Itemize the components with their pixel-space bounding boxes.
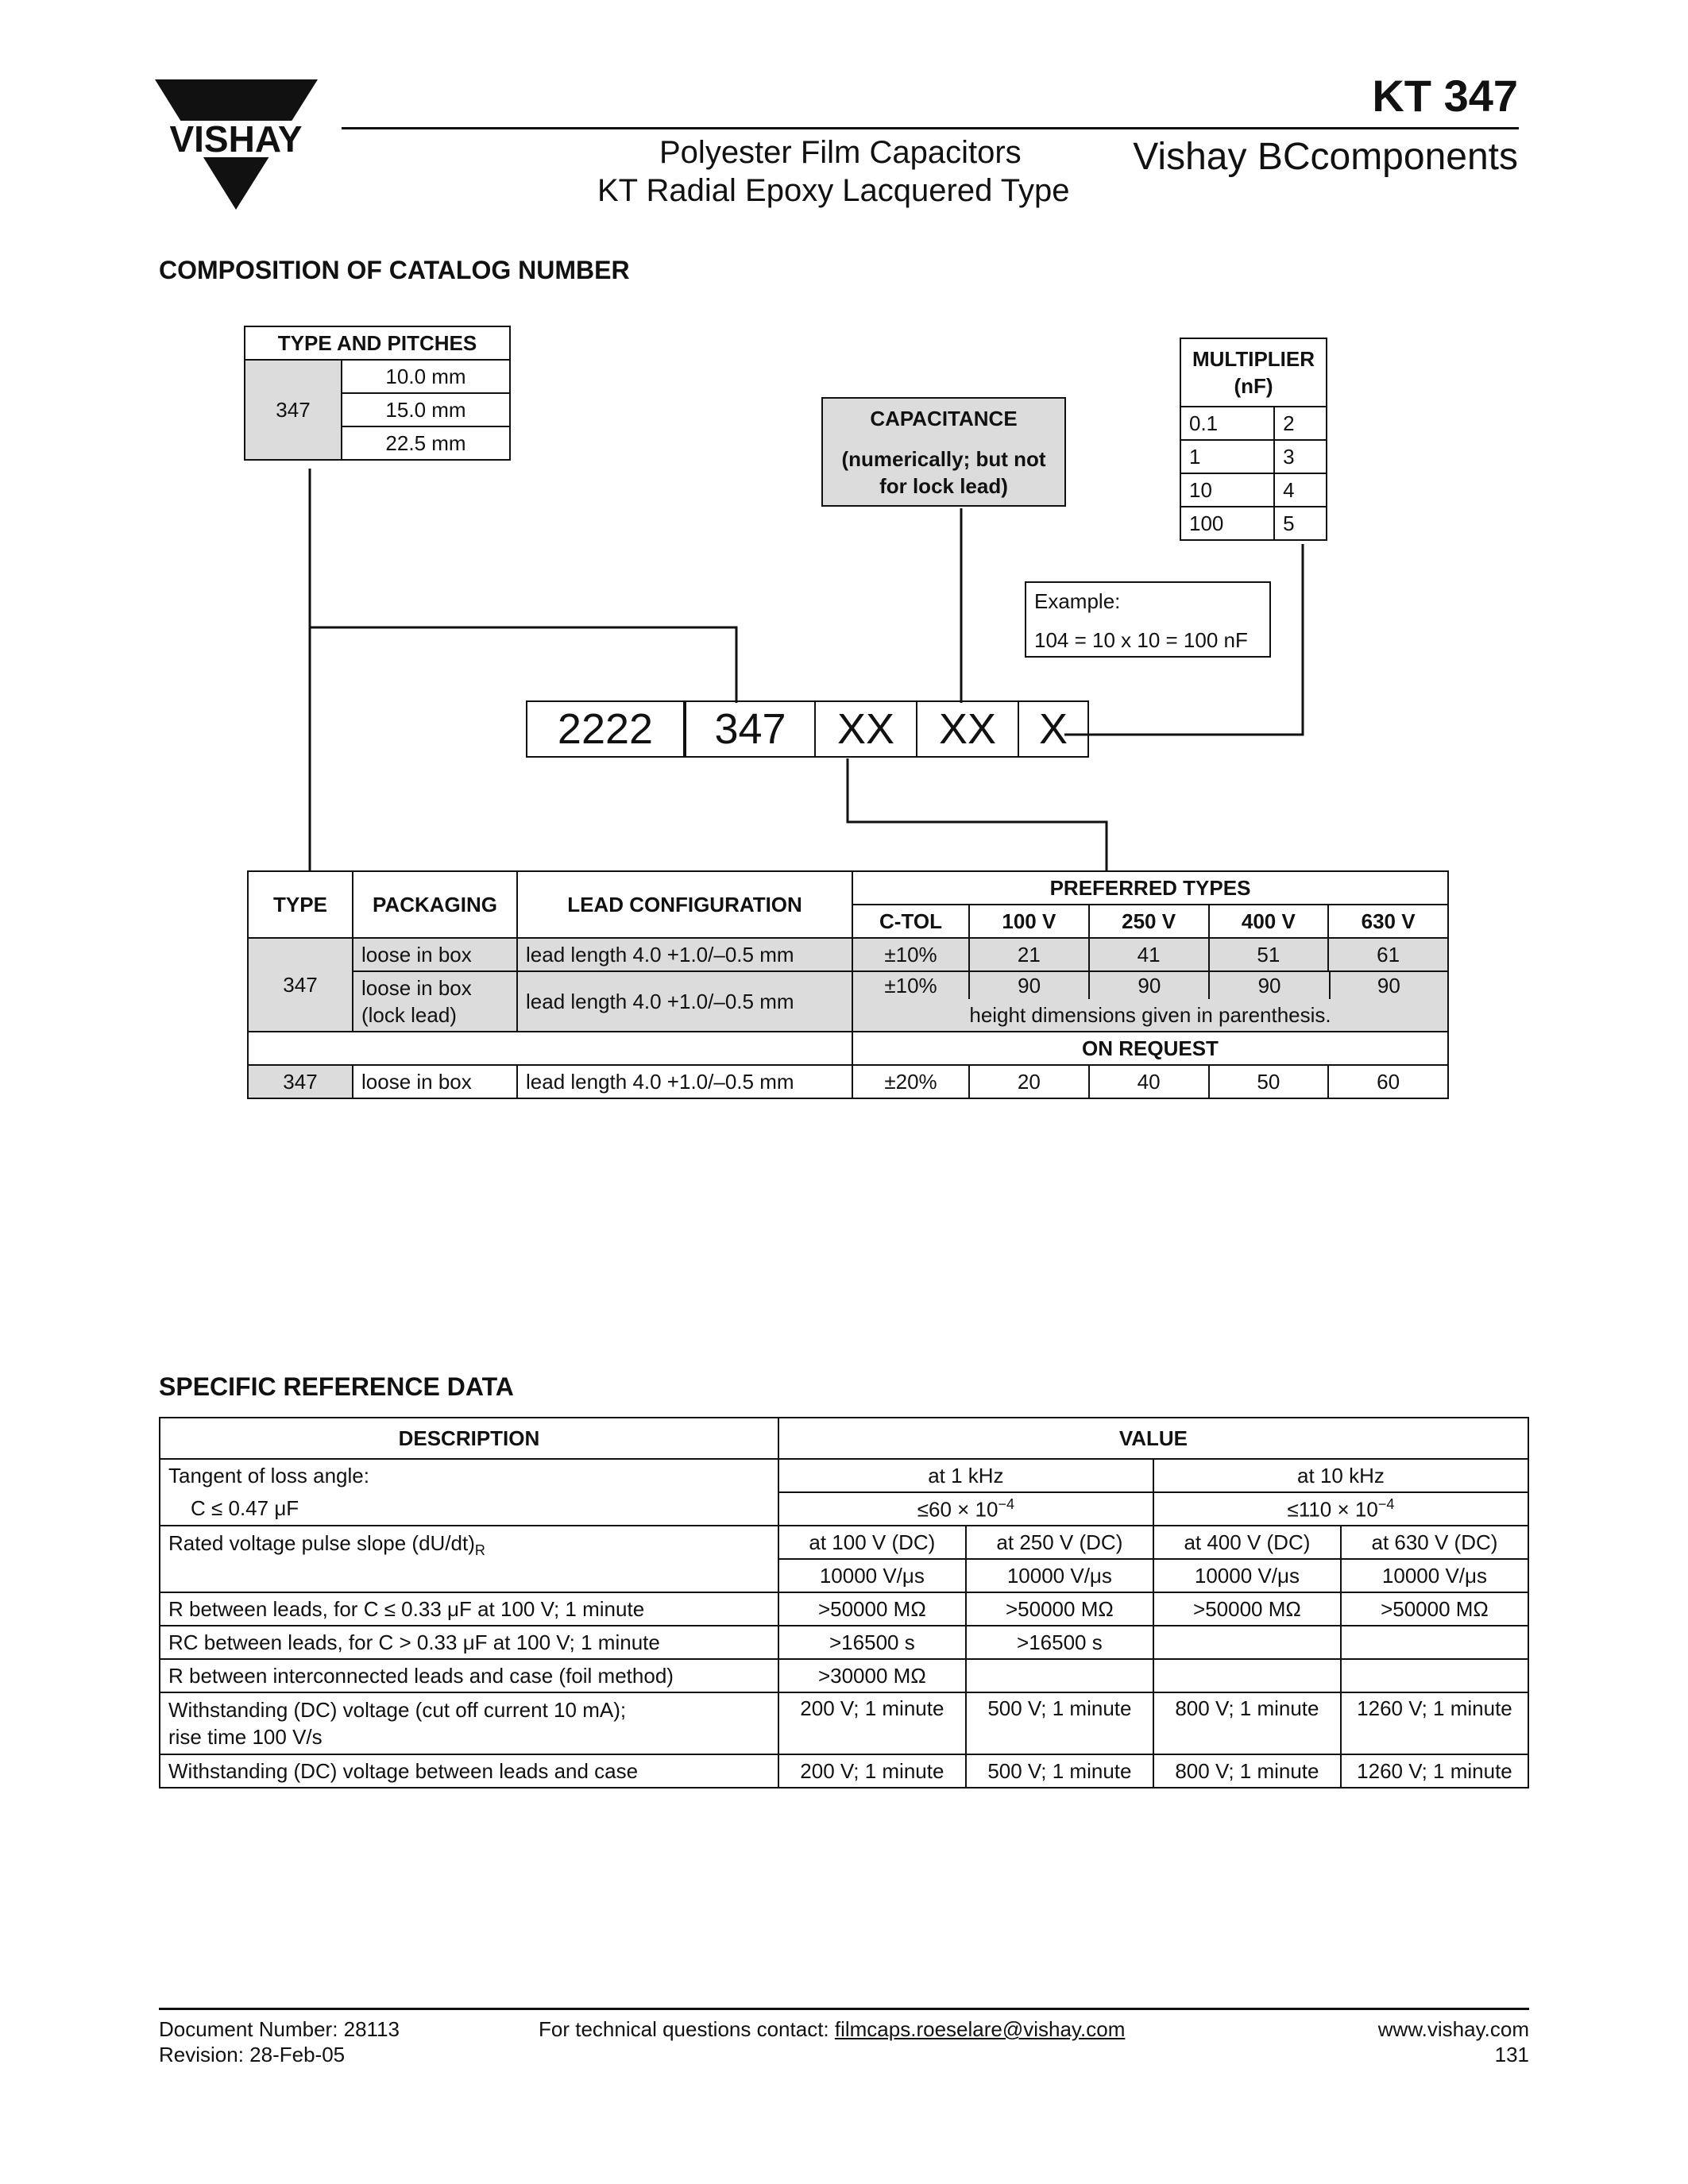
subtitle-line2: KT Radial Epoxy Lacquered Type [597,173,1070,208]
footer-rule [159,2008,1529,2010]
r-case-label: R between interconnected leads and case (foil method) [160,1659,778,1692]
col-ctol: C-TOL [852,905,969,938]
capacitance-title: CAPACITANCE [870,407,1018,430]
ctol-cell: ±10% [852,938,969,971]
withstand-case-value: 800 V; 1 minute [1153,1754,1341,1788]
pulse-value: 10000 V/μs [1341,1559,1528,1592]
withstand-case-value: 1260 V; 1 minute [1341,1754,1528,1788]
pulse-label-text: Rated voltage pulse slope (dU/dt) [168,1531,475,1555]
tangent-freq: at 1 kHz [778,1459,1153,1492]
col-lead-configuration: LEAD CONFIGURATION [517,871,852,938]
code-cell: 90 [1209,972,1329,999]
code-cell: 51 [1209,938,1329,971]
r-case-value: >30000 MΩ [778,1659,966,1692]
code-cell: 90 [1377,973,1400,997]
part-number-table [526,700,1089,758]
col-voltage: 630 V [1328,905,1448,938]
rc-leads-value [1153,1626,1341,1659]
tangent-label: Tangent of loss angle: [160,1459,778,1492]
r-leads-value: >50000 MΩ [966,1592,1153,1626]
tangent-value [1153,1492,1528,1526]
withstand-label-line2: rise time 100 V/s [168,1725,323,1749]
packaging-cell: loose in box [353,1065,517,1098]
withstand-label-line1: Withstanding (DC) voltage (cut off current 10 mA); [168,1698,627,1722]
tangent-value-exp: −4 [998,1495,1015,1512]
group-preferred-types: PREFERRED TYPES [852,871,1448,905]
code-cell: 40 [1089,1065,1209,1098]
reference-table [159,1417,1529,1788]
r-case-value [966,1659,1153,1692]
lead-cell: lead length 4.0 +1.0/–0.5 mm [517,1065,852,1098]
empty-cell [248,1032,852,1065]
multiplier-unit: (nF) [1234,374,1273,398]
tangent-value-exp: −4 [1377,1495,1395,1512]
ctol-cell: ±20% [852,1065,969,1098]
pitch-cell: 22.5 mm [342,426,510,460]
withstand-value: 500 V; 1 minute [966,1692,1153,1754]
website-link[interactable]: www.vishay.com [1377,2017,1529,2041]
svg-text:VISHAY: VISHAY [169,118,303,160]
capacitance-box [821,397,1066,507]
contact-email-link[interactable]: filmcaps.roeselare@vishay.com [834,2017,1126,2041]
revision: Revision: 28-Feb-05 [159,2043,346,2066]
type-pitches-table [244,326,511,461]
document-id: KT 347 [1372,71,1518,121]
multiplier-factor: 0.1 [1180,407,1274,440]
code-cell: 20 [969,1065,1089,1098]
document-number: Document Number: 28113 [159,2017,400,2041]
col-packaging: PACKAGING [353,871,517,938]
withstand-value: 800 V; 1 minute [1153,1692,1341,1754]
multiplier-title [1180,338,1327,407]
col-voltage: 100 V [969,905,1089,938]
composition-heading: COMPOSITION OF CATALOG NUMBER [159,256,630,284]
withstand-value: 200 V; 1 minute [778,1692,966,1754]
pulse-value: 10000 V/μs [966,1559,1153,1592]
multiplier-code: 2 [1274,407,1327,440]
part-segment: 347 [685,701,815,757]
contact-prefix: For technical questions contact: [539,2017,835,2041]
contact-line [539,2017,1125,2042]
on-request-header: ON REQUEST [852,1032,1448,1065]
height-note: height dimensions given in parenthesis. [969,1002,1331,1027]
multiplier-factor: 100 [1180,507,1274,540]
r-case-value [1153,1659,1341,1692]
capacitance-note: (numerically; but not for lock lead) [841,447,1046,498]
tangent-sub: C ≤ 0.47 μF [160,1492,778,1526]
packaging-cell: loose in box [353,938,517,971]
col-description: DESCRIPTION [160,1418,778,1459]
packaging-cell [353,971,517,1032]
rc-leads-label: RC between leads, for C > 0.33 μF at 100 V; 1 minute [160,1626,778,1659]
code-cell: 60 [1328,1065,1448,1098]
pulse-label-sub: R [474,1542,485,1559]
type-cell: 347 [248,1065,353,1098]
lock-lead-values [852,971,1448,1032]
rc-leads-value: >16500 s [778,1626,966,1659]
r-leads-value: >50000 MΩ [778,1592,966,1626]
rc-leads-value: >16500 s [966,1626,1153,1659]
multiplier-code: 5 [1274,507,1327,540]
type-cell: 347 [248,938,353,1032]
preferred-types-table [247,870,1449,1099]
subtitle-line1: Polyester Film Capacitors [659,135,1022,170]
tangent-freq: at 10 kHz [1153,1459,1528,1492]
pulse-voltage: at 630 V (DC) [1341,1526,1528,1559]
withstand-case-label: Withstanding (DC) voltage between leads and case [160,1754,778,1788]
pulse-voltage: at 100 V (DC) [778,1526,966,1559]
part-segment: 2222 [527,701,685,757]
part-segment: XX [917,701,1018,757]
lead-cell: lead length 4.0 +1.0/–0.5 mm [517,971,852,1032]
pulse-value: 10000 V/μs [778,1559,966,1592]
multiplier-factor: 1 [1180,440,1274,473]
col-voltage: 250 V [1089,905,1209,938]
type-pitches-title: TYPE AND PITCHES [245,326,510,360]
pulse-label [160,1526,778,1592]
ctol-cell: ±10% [853,972,969,999]
withstand-case-value: 200 V; 1 minute [778,1754,966,1788]
example-formula: 104 = 10 x 10 = 100 nF [1034,628,1248,652]
rc-leads-value [1341,1626,1528,1659]
code-cell: 61 [1328,938,1448,971]
pitch-cell: 15.0 mm [342,393,510,426]
tangent-value-base: ≤60 × 10 [917,1497,999,1522]
packaging-line1: loose in box [361,976,472,1000]
col-voltage: 400 V [1209,905,1329,938]
withstand-case-value: 500 V; 1 minute [966,1754,1153,1788]
col-type: TYPE [248,871,353,938]
r-leads-value: >50000 MΩ [1153,1592,1341,1626]
code-cell: 41 [1089,938,1209,971]
multiplier-code: 4 [1274,473,1327,507]
tangent-value [778,1492,1153,1526]
multiplier-code: 3 [1274,440,1327,473]
code-cell: 90 [1089,972,1209,999]
code-cell: 90 [969,972,1089,999]
r-leads-value: >50000 MΩ [1341,1592,1528,1626]
example-label: Example: [1034,589,1121,613]
multiplier-title-text: MULTIPLIER [1192,347,1315,371]
code-cell: 21 [969,938,1089,971]
r-case-value [1341,1659,1528,1692]
tangent-value-base: ≤110 × 10 [1287,1497,1378,1522]
pulse-voltage: at 400 V (DC) [1153,1526,1341,1559]
brand-name: Vishay BCcomponents [1133,136,1518,178]
lock-lead-inner [853,972,1447,1031]
pitch-cell: 10.0 mm [342,360,510,393]
withstand-label [160,1692,778,1754]
page-number: 131 [1494,2043,1529,2066]
r-leads-label: R between leads, for C ≤ 0.33 μF at 100 V; 1 minute [160,1592,778,1626]
pulse-voltage: at 250 V (DC) [966,1526,1153,1559]
pulse-value: 10000 V/μs [1153,1559,1341,1592]
type-value: 347 [245,360,342,460]
code-cell: 50 [1209,1065,1329,1098]
multiplier-table [1180,338,1327,541]
lead-cell: lead length 4.0 +1.0/–0.5 mm [517,938,852,971]
part-segment: XX [815,701,917,757]
multiplier-factor: 10 [1180,473,1274,507]
reference-heading: SPECIFIC REFERENCE DATA [159,1372,514,1401]
example-box [1025,581,1271,658]
col-value: VALUE [778,1418,1528,1459]
packaging-line2: (lock lead) [361,1003,457,1027]
part-segment: X [1018,701,1088,757]
withstand-value: 1260 V; 1 minute [1341,1692,1528,1754]
